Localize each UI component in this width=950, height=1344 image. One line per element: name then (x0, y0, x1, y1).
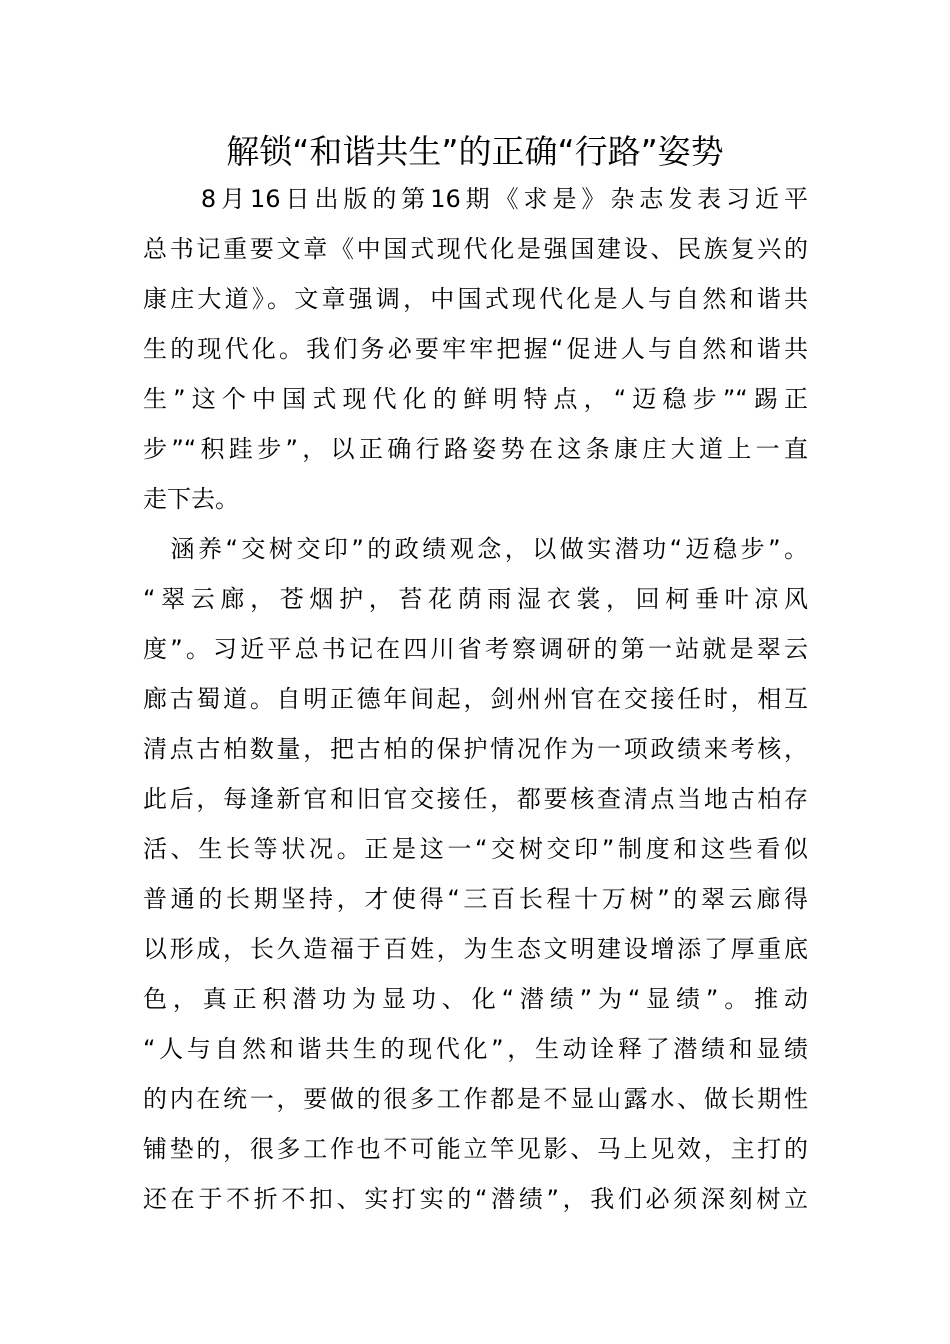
paragraph-line: 的内在统一，要做的很多工作都是不显山露水、做长期性 (143, 1085, 808, 1113)
paragraph-line: 生”这个中国式现代化的鲜明特点，“迈稳步”“踢正 (143, 385, 808, 413)
paragraph-2 (143, 524, 808, 1224)
paragraph-line: 生的现代化。我们务必要牢牢把握“促进人与自然和谐共 (143, 335, 808, 363)
document-title: 解锁“和谐共生”的正确“行路”姿势 (226, 132, 724, 171)
paragraph-line: 清点古柏数量，把古柏的保护情况作为一项政绩来考核， (143, 735, 808, 763)
paragraph-line: 此后，每逢新官和旧官交接任，都要核查清点当地古柏存 (143, 785, 808, 813)
paragraph-line: 铺垫的，很多工作也不可能立竿见影、马上见效，主打的 (143, 1135, 808, 1163)
paragraph-line: 涵养“交树交印”的政绩观念，以做实潜功“迈稳步”。 (143, 535, 808, 563)
paragraph-line: 8月16日出版的第16期《求是》杂志发表习近平 (143, 185, 808, 213)
paragraph-line: 以形成，长久造福于百姓，为生态文明建设增添了厚重底 (143, 935, 808, 963)
paragraph-line: 普通的长期坚持，才使得“三百长程十万树”的翠云廊得 (143, 885, 808, 913)
paragraph-line: 廊古蜀道。自明正德年间起，剑州州官在交接任时，相互 (143, 685, 808, 713)
paragraph-line: 总书记重要文章《中国式现代化是强国建设、民族复兴的 (143, 235, 808, 263)
paragraph-line: 度”。习近平总书记在四川省考察调研的第一站就是翠云 (143, 635, 808, 663)
paragraph-line: 康庄大道》。文章强调，中国式现代化是人与自然和谐共 (143, 285, 808, 313)
paragraph-line: “翠云廊，苍烟护，苔花荫雨湿衣裳，回柯垂叶凉风 (143, 585, 808, 613)
paragraph-line: “人与自然和谐共生的现代化”，生动诠释了潜绩和显绩 (143, 1035, 808, 1063)
paragraph-1 (143, 174, 808, 524)
paragraph-line: 活、生长等状况。正是这一“交树交印”制度和这些看似 (143, 835, 808, 863)
paragraph-line: 色，真正积潜功为显功、化“潜绩”为“显绩”。推动 (143, 985, 808, 1013)
paragraph-line: 步”“积跬步”，以正确行路姿势在这条康庄大道上一直 (143, 435, 808, 463)
paragraph-line: 还在于不折不扣、实打实的“潜绩”，我们必须深刻树立 (143, 1185, 808, 1213)
paragraph-line: 走下去。 (143, 485, 239, 513)
